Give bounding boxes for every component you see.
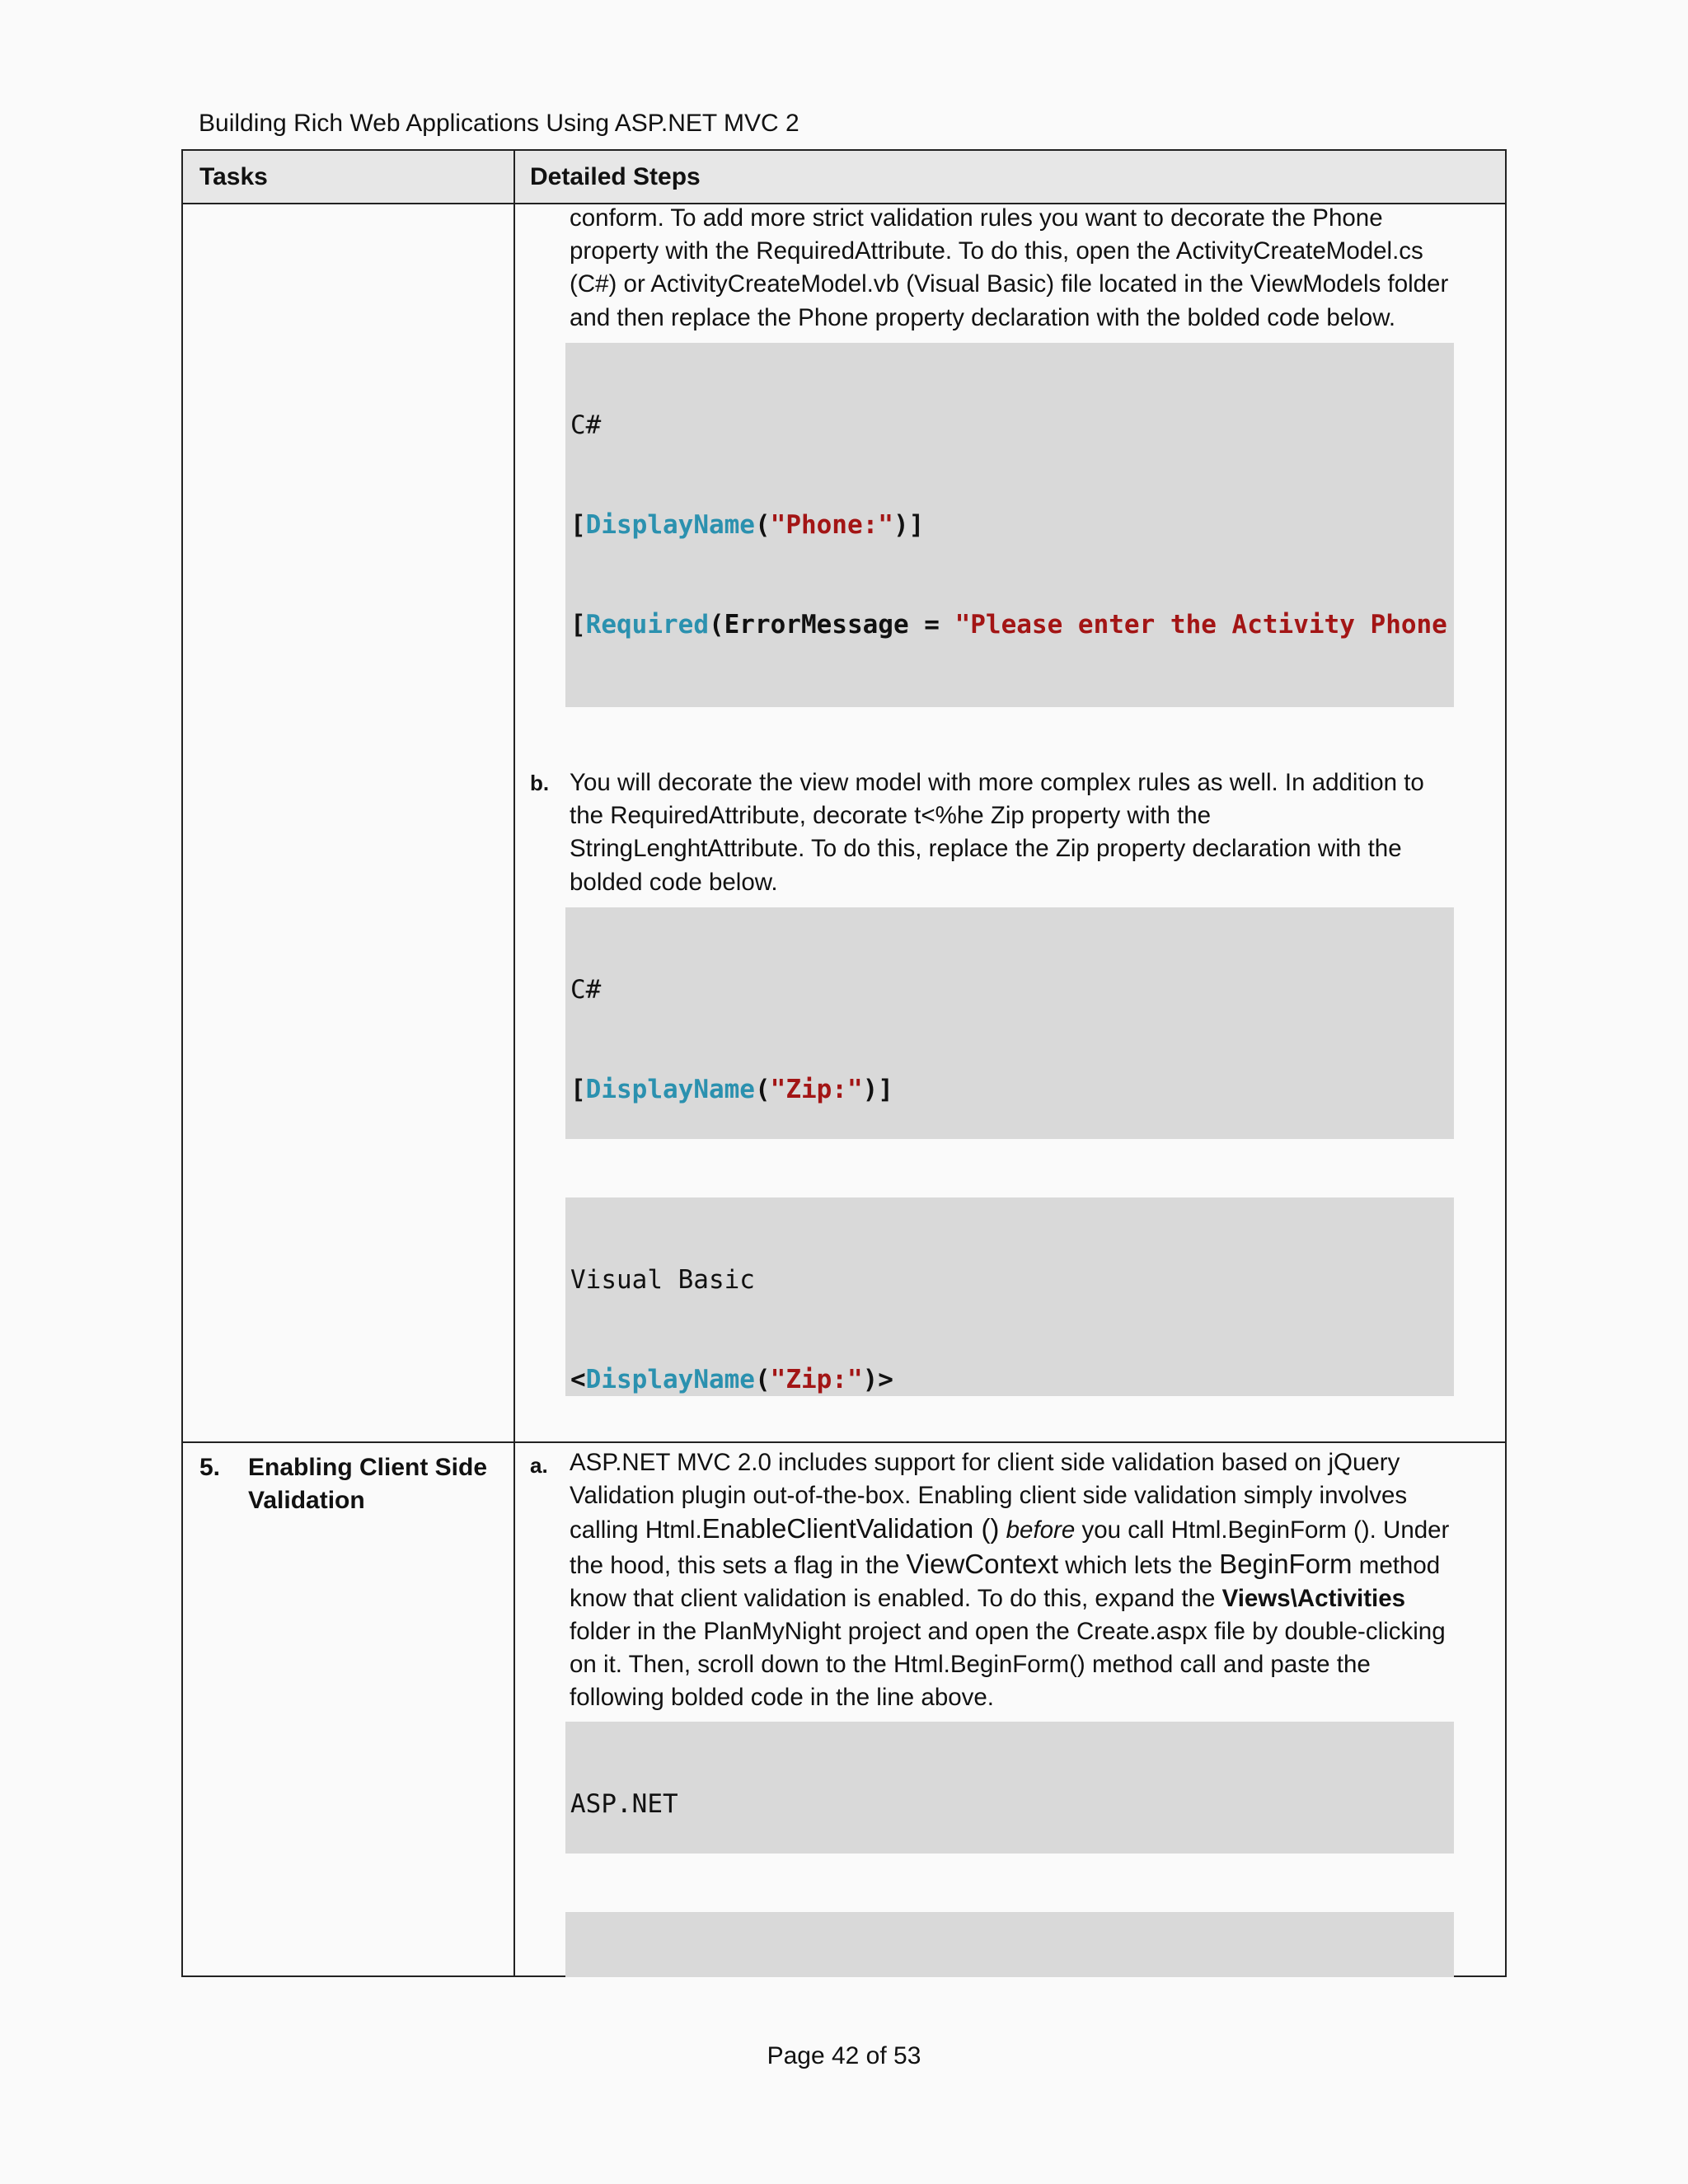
code-language-label: Visual Basic (570, 1265, 755, 1296)
text-line: and then replace the Phone property declaration with the bolded code below. (570, 303, 1396, 331)
text-line: bolded code below. (570, 868, 778, 896)
code-block-phone (565, 343, 1454, 707)
steps-column-header: Detailed Steps (530, 163, 701, 190)
task-title: Enabling Client Side Validation (248, 1454, 488, 1514)
text-line: (C#) or ActivityCreateModel.vb (Visual Basic) file located in the ViewModels folder (570, 270, 1449, 298)
text-line: conform. To add more strict validation rules you want to decorate the Phone (570, 204, 1383, 232)
text-line: the hood, this sets a flag in the ViewContext which lets the BeginForm method (570, 1548, 1441, 1579)
task-number: 5. (199, 1454, 221, 1481)
column-divider (513, 151, 515, 1975)
code-line: [DisplayName("Zip:")] (570, 1075, 893, 1104)
step-a-marker: a. (530, 1453, 548, 1478)
continued-paragraph (570, 202, 1448, 335)
steps-table (181, 149, 1507, 1977)
text-line: the RequiredAttribute, decorate t<%he Zip property with the (570, 802, 1212, 830)
code-block-zip-csharp (565, 907, 1454, 1139)
code-block-zip-vb (565, 1197, 1454, 1396)
code-block-aspnet-2 (565, 1912, 1454, 1977)
text-line: Validation plugin out-of-the-box. Enabling client side validation simply involves (570, 1482, 1408, 1510)
code-line: [Required(ErrorMessage = "Please enter the Activity Phone (570, 609, 1447, 640)
code-language-label: ASP.NET (570, 1789, 678, 1820)
text-line: following bolded code in the line above. (570, 1684, 994, 1712)
text-line: You will decorate the view model with more complex rules as well. In addition to (570, 769, 1424, 796)
row-divider (183, 1441, 1505, 1443)
text-line: StringLenghtAttribute. To do this, replace the Zip property declaration with the (570, 835, 1402, 863)
code-language-label: C# (570, 410, 602, 441)
step-b-marker: b. (530, 771, 550, 795)
code-line: [DisplayName("Phone:")] (570, 510, 925, 540)
step-b-paragraph (570, 766, 1424, 899)
table-header-row (183, 151, 1505, 204)
code-language-label: C# (570, 975, 602, 1005)
text-line: property with the RequiredAttribute. To do this, open the ActivityCreateModel.cs (570, 237, 1423, 265)
text-line: ASP.NET MVC 2.0 includes support for client side validation based on jQuery (570, 1449, 1400, 1476)
text-line: know that client validation is enabled. To do this, expand the Views\Activities (570, 1584, 1406, 1612)
step-a-paragraph (570, 1446, 1449, 1715)
text-line: calling Html.EnableClientValidation () before you call Html.BeginForm (). Under (570, 1513, 1450, 1544)
text-line: on it. Then, scroll down to the Html.BeginForm() method call and paste the (570, 1651, 1371, 1679)
code-block-aspnet-1 (565, 1722, 1454, 1854)
page-number: Page 42 of 53 (767, 2042, 921, 2069)
running-header: Building Rich Web Applications Using ASP.NET MVC 2 (199, 110, 799, 137)
code-line: <DisplayName("Zip:")> (570, 1365, 893, 1394)
tasks-column-header: Tasks (199, 163, 268, 190)
text-line: folder in the PlanMyNight project and open the Create.aspx file by double-clicking (570, 1618, 1446, 1646)
